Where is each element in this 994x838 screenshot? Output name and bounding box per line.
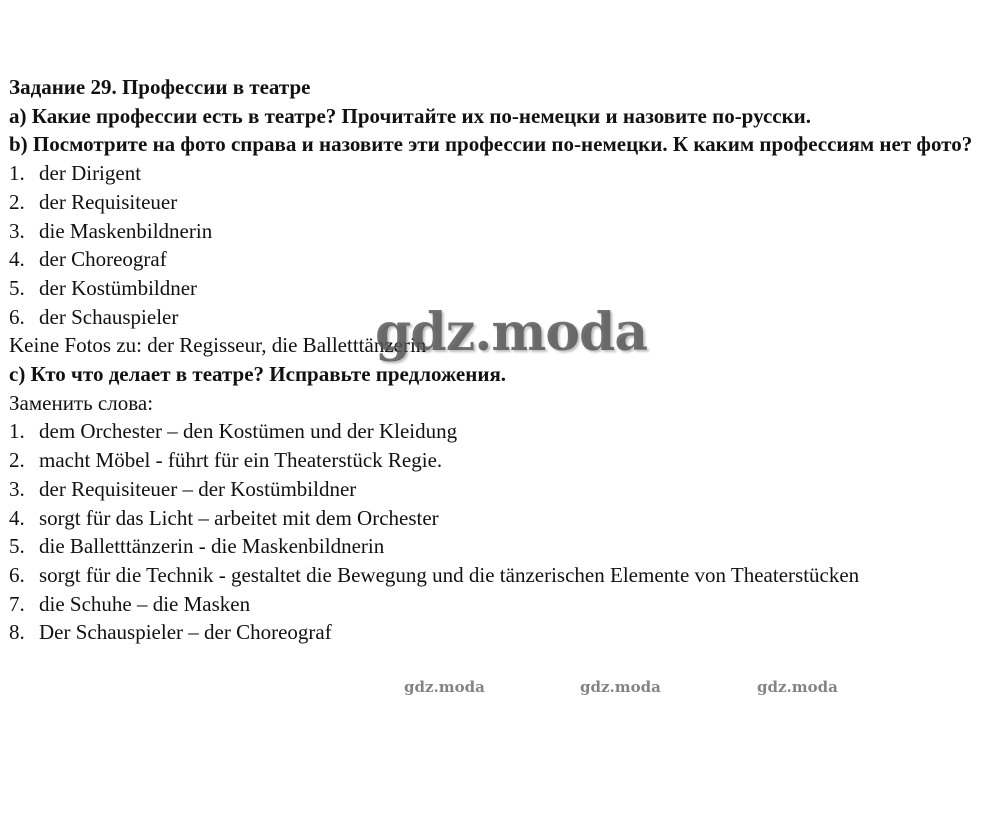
task-c-instruction: с) Кто что делает в театре? Исправьте предложения. — [9, 362, 507, 387]
task-title: Задание 29. Профессии в театре — [9, 75, 311, 99]
list-item-number: 1. — [9, 161, 25, 186]
watermark-small: gdz.moda — [580, 678, 661, 696]
list-item-text: die Maskenbildnerin — [39, 218, 213, 243]
list-item-text: sorgt für das Licht – arbeitet mit dem Orchester — [39, 505, 439, 530]
list-item-number: 4. — [9, 247, 25, 272]
list-item-number: 7. — [9, 591, 25, 616]
list-item-text: der Kostümbildner — [39, 275, 198, 300]
list-item — [9, 217, 985, 246]
list-item — [9, 274, 985, 303]
list-item-text: der Schauspieler — [39, 304, 179, 329]
list-item — [9, 475, 985, 504]
list-item-text: die Balletttänzerin - die Maskenbildnerin — [39, 534, 385, 559]
no-photos-note: Keine Fotos zu: der Regisseur, die Balletttänzerin — [9, 333, 427, 358]
list-item-text: dem Orchester – den Kostümen und der Kleidung — [39, 419, 458, 444]
list-item-number: 6. — [9, 304, 25, 329]
list-item-text: Der Schauspieler – der Choreograf — [39, 620, 332, 645]
list-item-text: die Schuhe – die Masken — [39, 591, 251, 616]
list-item — [9, 245, 985, 274]
list-item — [9, 446, 985, 475]
list-item — [9, 590, 985, 619]
list-item-number: 4. — [9, 505, 25, 530]
list-item-number: 5. — [9, 275, 25, 300]
list-item — [9, 561, 985, 590]
list-item — [9, 417, 985, 446]
list-item-number: 1. — [9, 419, 25, 444]
watermark-small: gdz.moda — [757, 678, 838, 696]
list-item-number: 3. — [9, 218, 25, 243]
list-item-text: der Requisiteuer – der Kostümbildner — [39, 476, 357, 501]
replace-label: Заменить слова: — [9, 390, 154, 415]
list-item-text: der Requisiteuer — [39, 189, 178, 214]
list-item — [9, 618, 985, 647]
watermark-small: gdz.moda — [404, 678, 485, 696]
list-item — [9, 159, 985, 188]
list-item-number: 2. — [9, 448, 25, 473]
list-item — [9, 532, 985, 561]
list-item — [9, 504, 985, 533]
task-a-instruction: а) Какие профессии есть в театре? Прочитайте их по-немецки и назовите по-русски. — [9, 103, 812, 128]
list-item-number: 5. — [9, 534, 25, 559]
watermark-main: gdz.moda — [375, 302, 648, 363]
list-item-number: 6. — [9, 562, 25, 587]
task-b-instruction: b) Посмотрите на фото справа и назовите эти профессии по-немецки. К каким профессиям нет фото? — [9, 132, 973, 157]
list-item-text: sorgt für die Technik - gestaltet die Bewegung und die tänzerischen Elemente von Theaterstücken — [39, 562, 860, 587]
list-item — [9, 188, 985, 217]
list-item-text: der Dirigent — [39, 161, 142, 186]
list-item-text: der Choreograf — [39, 247, 167, 272]
list-item-text: macht Möbel - führt für ein Theaterstück Regie. — [39, 448, 443, 473]
list-item-number: 8. — [9, 620, 25, 645]
list-item-number: 2. — [9, 189, 25, 214]
list-item-number: 3. — [9, 476, 25, 501]
